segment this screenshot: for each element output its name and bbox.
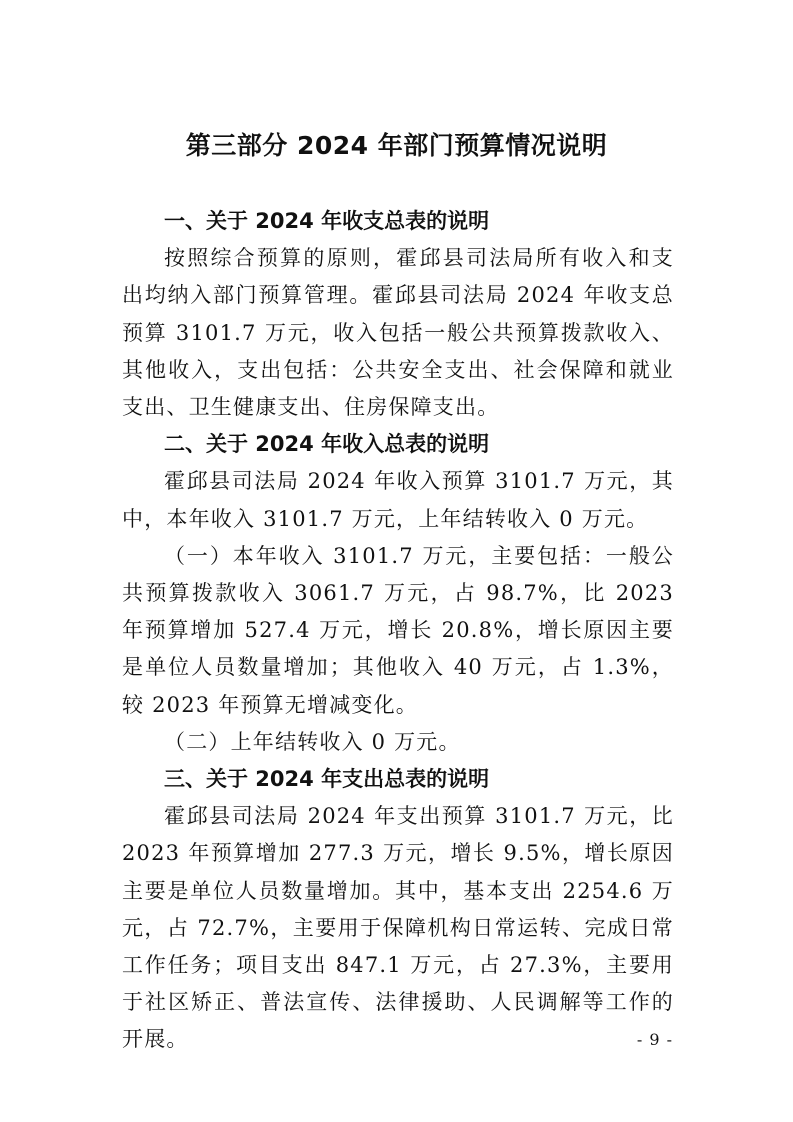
section-heading-3: 三、关于 2024 年支出总表的说明	[164, 767, 490, 792]
page-number: - 9 -	[636, 1030, 673, 1049]
section-1-paragraph-1: 按照综合预算的原则，霍邱县司法局所有收入和支出均纳入部门预算管理。霍邱县司法局 2024 年收支总预算 3101.7 万元，收入包括一般公共预算拨款收入、其他收入，支出包括：公共安全支出、社会保障和就业支出、卫生健康支出、住房保障支出。	[122, 246, 674, 420]
section-2-paragraph-1: 霍邱县司法局 2024 年收入预算 3101.7 万元，其中，本年收入 3101.7 万元，上年结转收入 0 万元。	[122, 469, 674, 531]
section-2-paragraph-3: （二）上年结转收入 0 万元。	[164, 729, 461, 754]
section-2-paragraph-2: （一）本年收入 3101.7 万元，主要包括：一般公共预算拨款收入 3061.7 万元，占 98.7%，比 2023 年预算增加 527.4 万元，增长 20.8%，增长原因主要是单位人员数量增加；其他收入 40 万元，占 1.3%，较 2023 年预算无增减变化。	[122, 543, 674, 717]
page-title: 第三部分 2024 年部门预算情况说明	[185, 131, 608, 160]
document-body	[122, 203, 674, 1059]
section-heading-2: 二、关于 2024 年收入总表的说明	[164, 432, 490, 457]
section-3-paragraph-1: 霍邱县司法局 2024 年支出预算 3101.7 万元，比 2023 年预算增加 277.3 万元，增长 9.5%，增长原因主要是单位人员数量增加。其中，基本支出 2254.6 万元，占 72.7%，主要用于保障机构日常运转、完成日常工作任务；项目支出 847.1 万元，占 27.3%，主要用于社区矫正、普法宣传、法律援助、人民调解等工作的开展。	[122, 804, 674, 1052]
section-heading-1: 一、关于 2024 年收支总表的说明	[164, 209, 490, 233]
